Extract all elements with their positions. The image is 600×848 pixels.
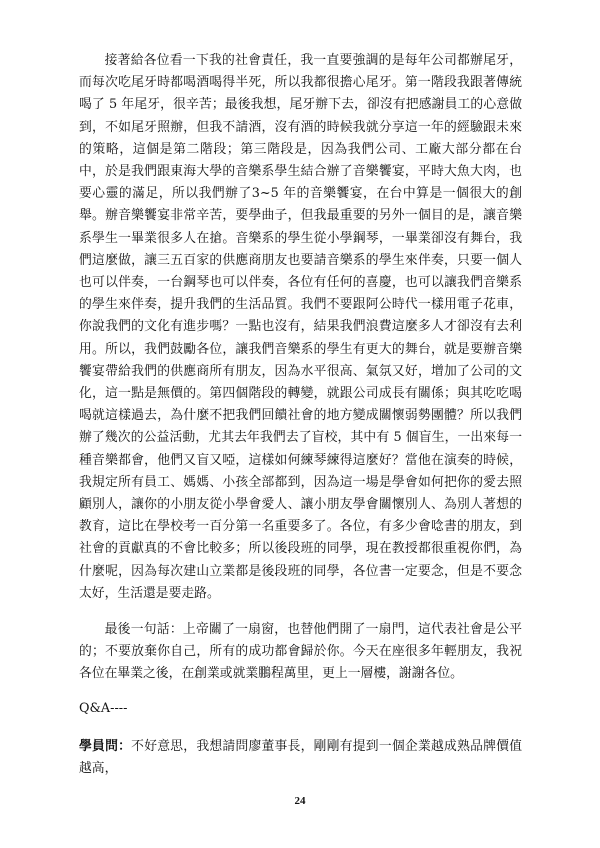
- question-text: 不好意思，我想請問廖董事長，剛剛有提到一個企業越成熟品牌價值越高，: [79, 738, 523, 776]
- page-number: 24: [294, 795, 306, 807]
- document-body: [79, 50, 522, 780]
- body-paragraph-closing-remarks: 最後一句話：上帝關了一扇窗，也替他們開了一扇門，這代表社會是公平的；不要放棄你自己，所有的成功都會歸於你。今天在座很多年輕朋友，我祝各位在畢業之後，在創業或就業鵬程萬里，更上一層樓，謝謝各位。: [79, 622, 522, 682]
- body-paragraph-social-responsibility: 接著給各位看一下我的社會責任，我一直要強調的是每年公司都辦尾牙，而每次吃尾牙時都喝酒喝得半死，所以我都很擔心尾牙。第一階段我跟著傳統喝了 5 年尾牙，很辛苦；最後我想，尾牙辦下去，卻沒有把感謝員工的心意做到，不如尾牙照辦，但我不請酒，沒有酒的時候我就分享這一年的經驗跟未來的策略，這個是第二階段；第三階段是，因為我們公司、工廠大部分都在台中，於是我們跟東海大學的音樂系學生結合辦了音樂饗宴，平時大魚大肉，也要心靈的滿足，所以我們辦了3~5 年的音樂饗宴，在台中算是一個很大的創舉。辦音樂饗宴非常辛苦，要學曲子，但我最重要的另外一個目的是，讓音樂系學生一畢業很多人在搶。音樂系的學生從小學鋼琴，一畢業卻沒有舞台，我們這麼做，讓三五百家的供應商朋友也要請音樂系的學生來伴奏，只要一個人也可以伴奏，一台鋼琴也可以伴奏，各位有任何的喜慶，也可以讓我們音樂系的學生來伴奏，提升我們的生活品質。我們不要跟阿公時代一樣用電子花車，你說我們的文化有進步嗎？一點也沒有，結果我們浪費這麼多人才卻沒有去利用。所以，我們鼓勵各位，讓我們音樂系的學生有更大的舞台，就是要辦音樂饗宴帶給我們的供應商所有朋友，因為水平很高、氣氛又好，增加了公司的文化，這一點是無價的。第四個階段的轉變，就跟公司成長有關係；與其吃吃喝喝就這樣過去，為什麼不把我們回饋社會的地方變成關懷弱勢團體？所以我們辦了幾次的公益活動，尤其去年我們去了盲校，其中有 5 個盲生，一出來每一種音樂都會，他們又盲又啞，這樣如何練琴練得這麼好？當他在演奏的時候，我規定所有員工、媽媽、小孩全部都到，因為這一場是學會如何把你的愛去照顧別人，讓你的小朋友從小學會愛人、讓小朋友學會關懷別人、為別人著想的教育，這比在學校考一百分第一名重要多了。各位，有多少會唸書的朋友，到社會的貢獻真的不會比較多；所以後段班的同學，現在教授都很重視你們，為什麼呢，因為每次建山立業都是後段班的同學，各位書一定要念，但是不要念太好，生活還是要走路。: [79, 53, 522, 601]
- question-speaker-label: 學員問：: [79, 738, 132, 754]
- qa-heading: Q&A----: [79, 700, 128, 716]
- question-line: [79, 736, 522, 780]
